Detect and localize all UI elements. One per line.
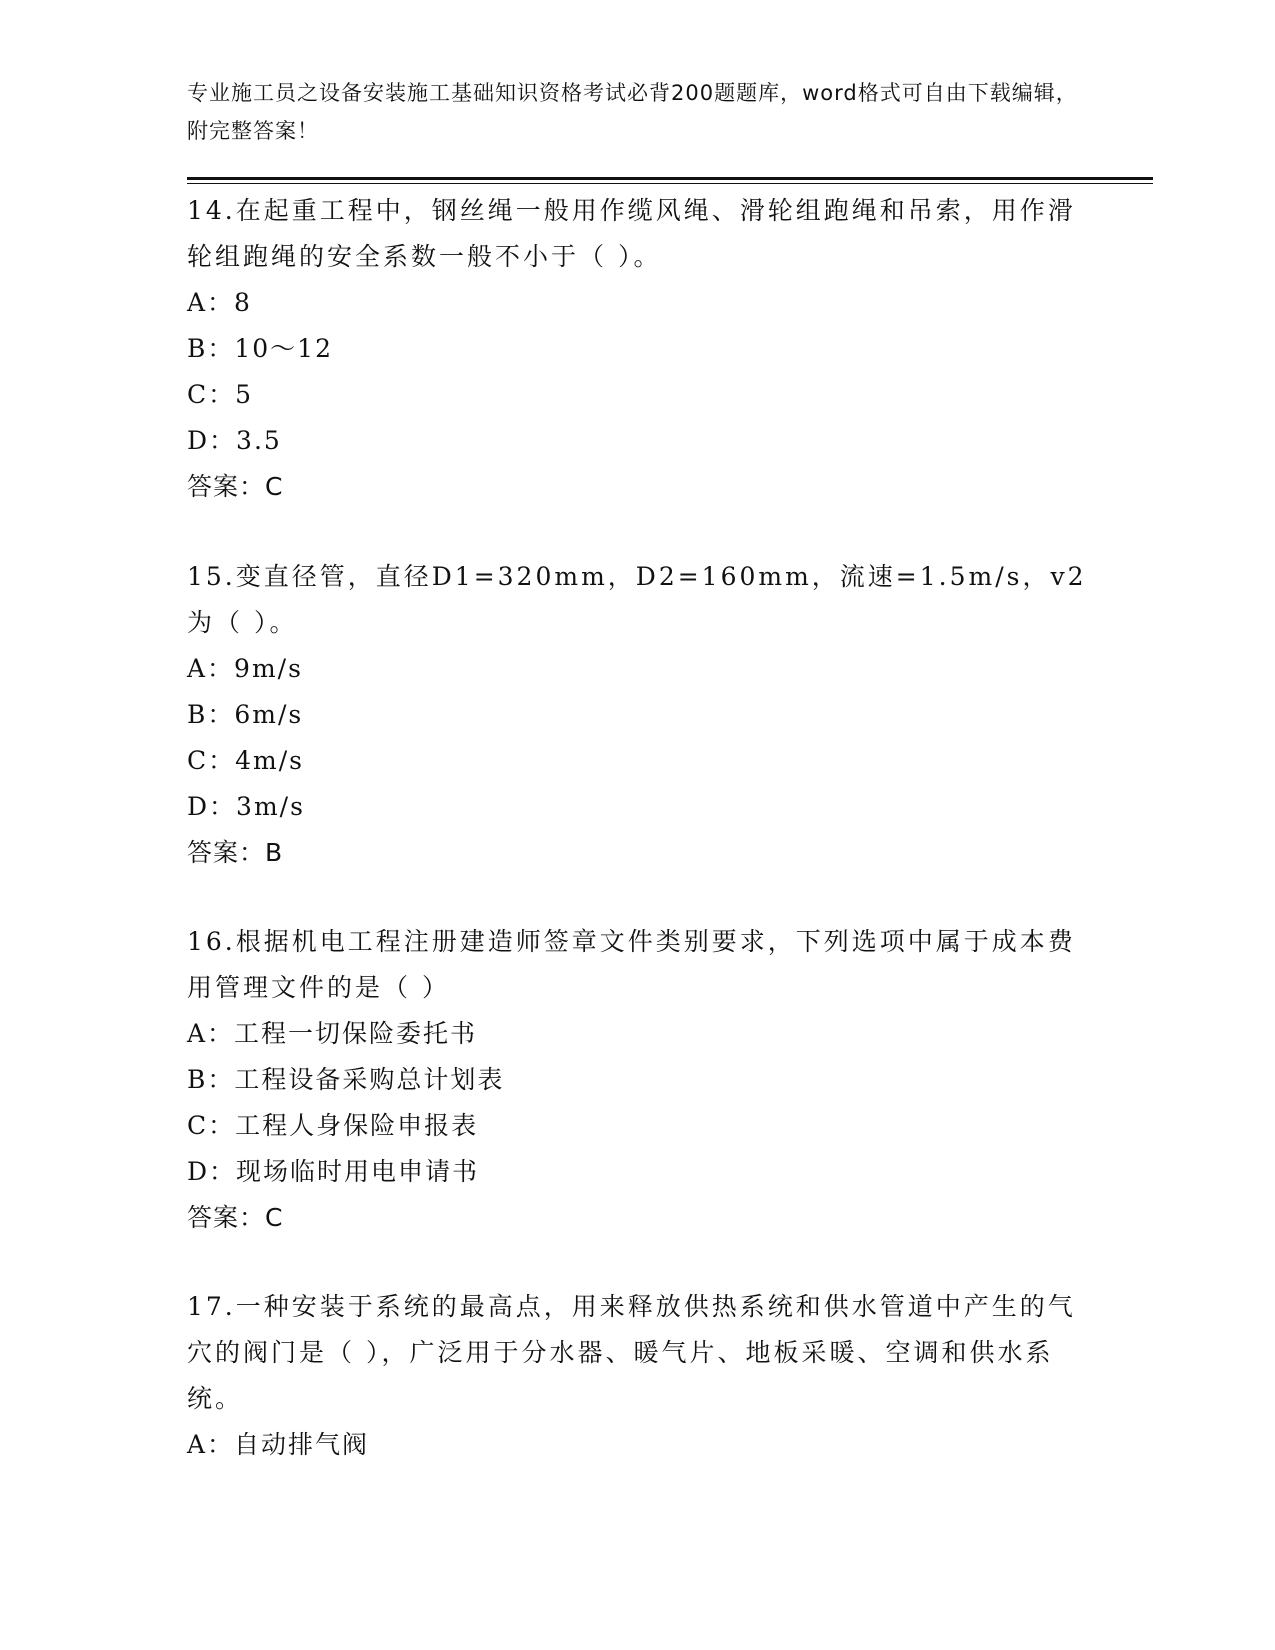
option-a: A：自动排气阀	[187, 1430, 370, 1459]
option-d: D：3.5	[187, 426, 282, 455]
option-c: C：4m/s	[187, 746, 304, 775]
question-15	[187, 554, 1087, 876]
option-b: B：10～12	[187, 334, 333, 363]
question-14	[187, 188, 1087, 510]
question-17	[187, 1284, 1087, 1468]
header-divider-thick	[187, 177, 1153, 180]
answer: 答案：B	[187, 838, 284, 867]
option-a: A：工程一切保险委托书	[187, 1019, 478, 1048]
question-stem: 16.根据机电工程注册建造师签章文件类别要求，下列选项中属于成本费用管理文件的是（ ）	[187, 927, 1076, 1002]
option-d: D：现场临时用电申请书	[187, 1157, 480, 1186]
option-a: A：8	[187, 288, 252, 317]
answer: 答案：C	[187, 1203, 284, 1232]
option-c: C：5	[187, 380, 254, 409]
option-b: B：工程设备采购总计划表	[187, 1065, 505, 1094]
question-stem: 14.在起重工程中，钢丝绳一般用作缆风绳、滑轮组跑绳和吊索，用作滑轮组跑绳的安全系数一般不小于（ ）。	[187, 196, 1076, 271]
document-header: 专业施工员之设备安装施工基础知识资格考试必背200题题库，word格式可自由下载编辑，附完整答案！	[187, 81, 1078, 143]
question-stem: 17.一种安装于系统的最高点，用来释放供热系统和供水管道中产生的气穴的阀门是（ ），广泛用于分水器、暖气片、地板采暖、空调和供水系统。	[187, 1292, 1076, 1413]
answer: 答案：C	[187, 472, 284, 501]
header-divider-thin	[187, 183, 1153, 184]
option-b: B：6m/s	[187, 700, 304, 729]
option-d: D：3m/s	[187, 792, 305, 821]
question-16	[187, 919, 1087, 1241]
option-c: C：工程人身保险申报表	[187, 1111, 479, 1140]
option-a: A：9m/s	[187, 654, 303, 683]
question-stem: 15.变直径管，直径D1=320mm，D2=160mm，流速=1.5m/s，v2为（ ）。	[187, 562, 1087, 637]
